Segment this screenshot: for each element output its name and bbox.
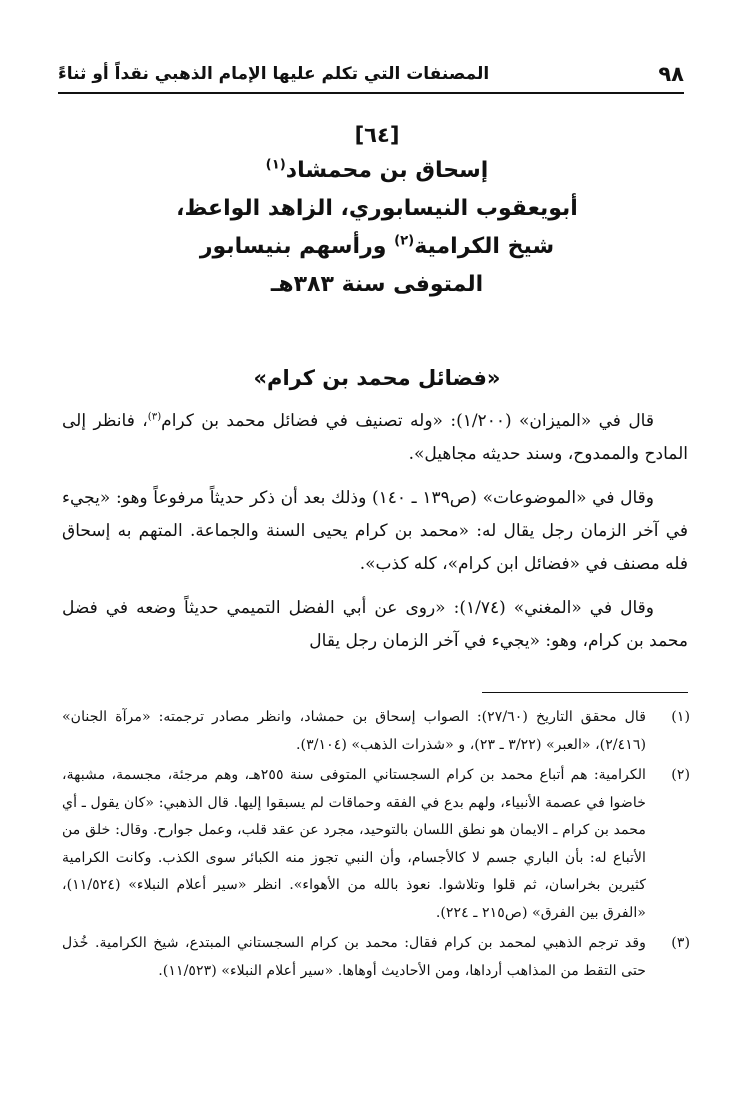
- footnotes: [62, 704, 690, 988]
- entry-title-text-b: ورأسهم بنيسابور: [199, 234, 395, 259]
- entry-title-line: [60, 228, 694, 266]
- body-text: [62, 405, 688, 669]
- footnote-ref-1[interactable]: (١): [265, 157, 286, 173]
- footnote-text: الكرامية: هم أتباع محمد بن كرام السجستاني المتوفى سنة ٢٥٥هـ، وهم مرجئة، مجسمة، مشبهة، خاضوا في عصمة الأنبياء، ولهم بدع في الفقه وحماقات لم يسبقوا إليها. قال الذهبي: «كان يقول ـ أي محمد بن كرام ـ الايمان هو نطق اللسان بالتوحيد، مجرد عن عقد قلب، وعمل جوارح. وقال: خلق من الأتباع له: بأن الباري جسم لا كالأجسام، وأن النبي تجوز منه الكبائر سوى الكذب. وكانت الكرامية كثيرين بخراسان، ثم قلوا وتلاشوا. نعوذ بالله من الأهواء». انظر «سير أعلام النبلاء» (١١/٥٢٤)، «الفرق بين الفرق» (ص٢١٥ ـ ٢٢٤).: [62, 767, 646, 921]
- entry-name: [60, 152, 694, 190]
- section-title: «فضائل محمد بن كرام»: [253, 366, 501, 390]
- paragraph-2: وقال في «الموضوعات» (ص١٣٩ ـ ١٤٠) وذلك بعد أن ذكر حديثاً مرفوعاً وهو: «يجيء في آخر الزمان رجل يقال له: «محمد بن كرام يحيى السنة والجماعة. المتهم به إسحاق فله مصنف في «فضائل ابن كرام»، كله كذب».: [62, 488, 688, 574]
- footnote-text: قال محقق التاريخ (٢٧/٦٠): الصواب إسحاق بن حمشاد، وانظر مصادر ترجمته: «مرآة الجنان» (٢/٤١٦)، «العبر» (٣/٢٢ ـ ٢٣)، و «شذرات الذهب» (٣/١٠٤).: [62, 709, 646, 753]
- running-header: [58, 58, 684, 94]
- entry-death-line: المتوفى سنة ٣٨٣هـ: [270, 272, 484, 297]
- paragraph-1-text-b: ، فانظر إلى المادح والممدوح، وسند حديثه مجاهيل».: [62, 411, 688, 464]
- page-number: ٩٨: [658, 62, 684, 86]
- entry-title-text-a: شيخ الكرامية: [414, 234, 555, 259]
- running-title: المصنفات التي تكلم عليها الإمام الذهبي نقداً أو ثناءً: [58, 64, 490, 84]
- entry-heading: [60, 118, 694, 304]
- paragraph-1-text-a: قال في «الميزان» (١/٢٠٠): «وله تصنيف في فضائل محمد بن كرام: [161, 411, 654, 431]
- footnote-1: [62, 704, 690, 759]
- paragraph-1: [62, 405, 688, 471]
- footnote-3: [62, 930, 690, 985]
- footnote-number: (١): [671, 709, 690, 725]
- footnote-2: [62, 762, 690, 927]
- entry-number: [٦٤]: [354, 123, 400, 147]
- footnote-separator: [482, 692, 688, 693]
- entry-kunya-line: أبويعقوب النيسابوري، الزاهد الواعظ،: [176, 196, 578, 221]
- footnote-ref-2[interactable]: (٢): [394, 233, 415, 249]
- footnote-ref-3[interactable]: (٣): [147, 411, 162, 423]
- footnote-number: (٢): [671, 767, 690, 783]
- paragraph-3: وقال في «المغني» (١/٧٤): «روى عن أبي الفضل التميمي حديثاً وضعه في فضل محمد بن كرام، وهو: «يجيء في آخر الزمان رجل يقال: [62, 598, 688, 651]
- entry-name-text: إسحاق بن محمشاد: [285, 158, 489, 183]
- footnote-text: وقد ترجم الذهبي لمحمد بن كرام فقال: محمد بن كرام السجستاني المبتدع، شيخ الكرامية. خُذل حتى التقط من المذاهب أرداها، ومن الأحاديث أوهاها. «سير أعلام النبلاء» (١١/٥٢٣).: [62, 935, 646, 979]
- footnote-number: (٣): [671, 935, 690, 951]
